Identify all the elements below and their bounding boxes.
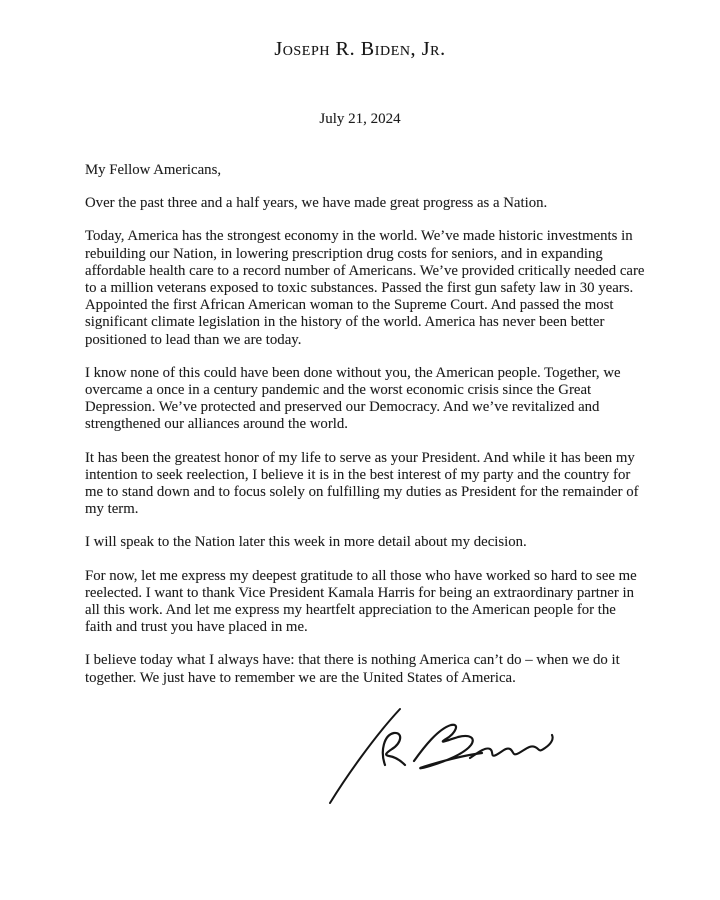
paragraph-gratitude: For now, let me express my deepest gratitude to all those who have worked so hard to see me reelected. I want to thank Vice President Kamala Harris for being an extraordinary partner in all this work. And let me express my heartfelt appreciation to the American people for the faith and trust you have placed in me. xyxy=(85,567,637,636)
paragraph-american-people: I know none of this could have been done without you, the American people. Together, we overcame a once in a century pandemic and the worst economic crisis since the Great Depression. We’ve protected and preserved our Democracy. And we’ve revitalized and strengthened our alliances around the world. xyxy=(85,364,621,433)
salutation: My Fellow Americans, xyxy=(85,162,222,178)
paragraph-progress: Over the past three and a half years, we have made great progress as a Nation. xyxy=(85,195,548,212)
signature xyxy=(288,703,578,808)
paragraph-speak-to-nation: I will speak to the Nation later this week in more detail about my decision. xyxy=(85,534,527,551)
letter-body xyxy=(85,162,645,687)
letterhead-name: Joseph R. Biden, Jr. xyxy=(274,38,446,60)
signature-ink xyxy=(288,703,578,808)
paragraph-closing: I believe today what I always have: that there is nothing America can’t do – when we do it together. We just have to remember we are the United States of America. xyxy=(85,652,620,686)
paragraph-accomplishments: Today, America has the strongest economy in the world. We’ve made historic investments in rebuilding our Nation, in lowering prescription drug costs for seniors, and in expanding affordable health care to a record number of Americans. We’ve provided critically needed care to a million veterans exposed to toxic substances. Passed the first gun safety law in 30 years. Appointed the first African American woman to the Supreme Court. And passed the most significant climate legislation in the history of the world. America has never been better positioned to lead than we are today. xyxy=(85,228,645,348)
letter-date: July 21, 2024 xyxy=(319,111,401,127)
paragraph-stand-down: It has been the greatest honor of my life to serve as your President. And while it has been my intention to seek reelection, I believe it is in the best interest of my party and the country for me to stand down and to focus solely on fulfilling my duties as President for the remainder of my term. xyxy=(85,449,639,518)
